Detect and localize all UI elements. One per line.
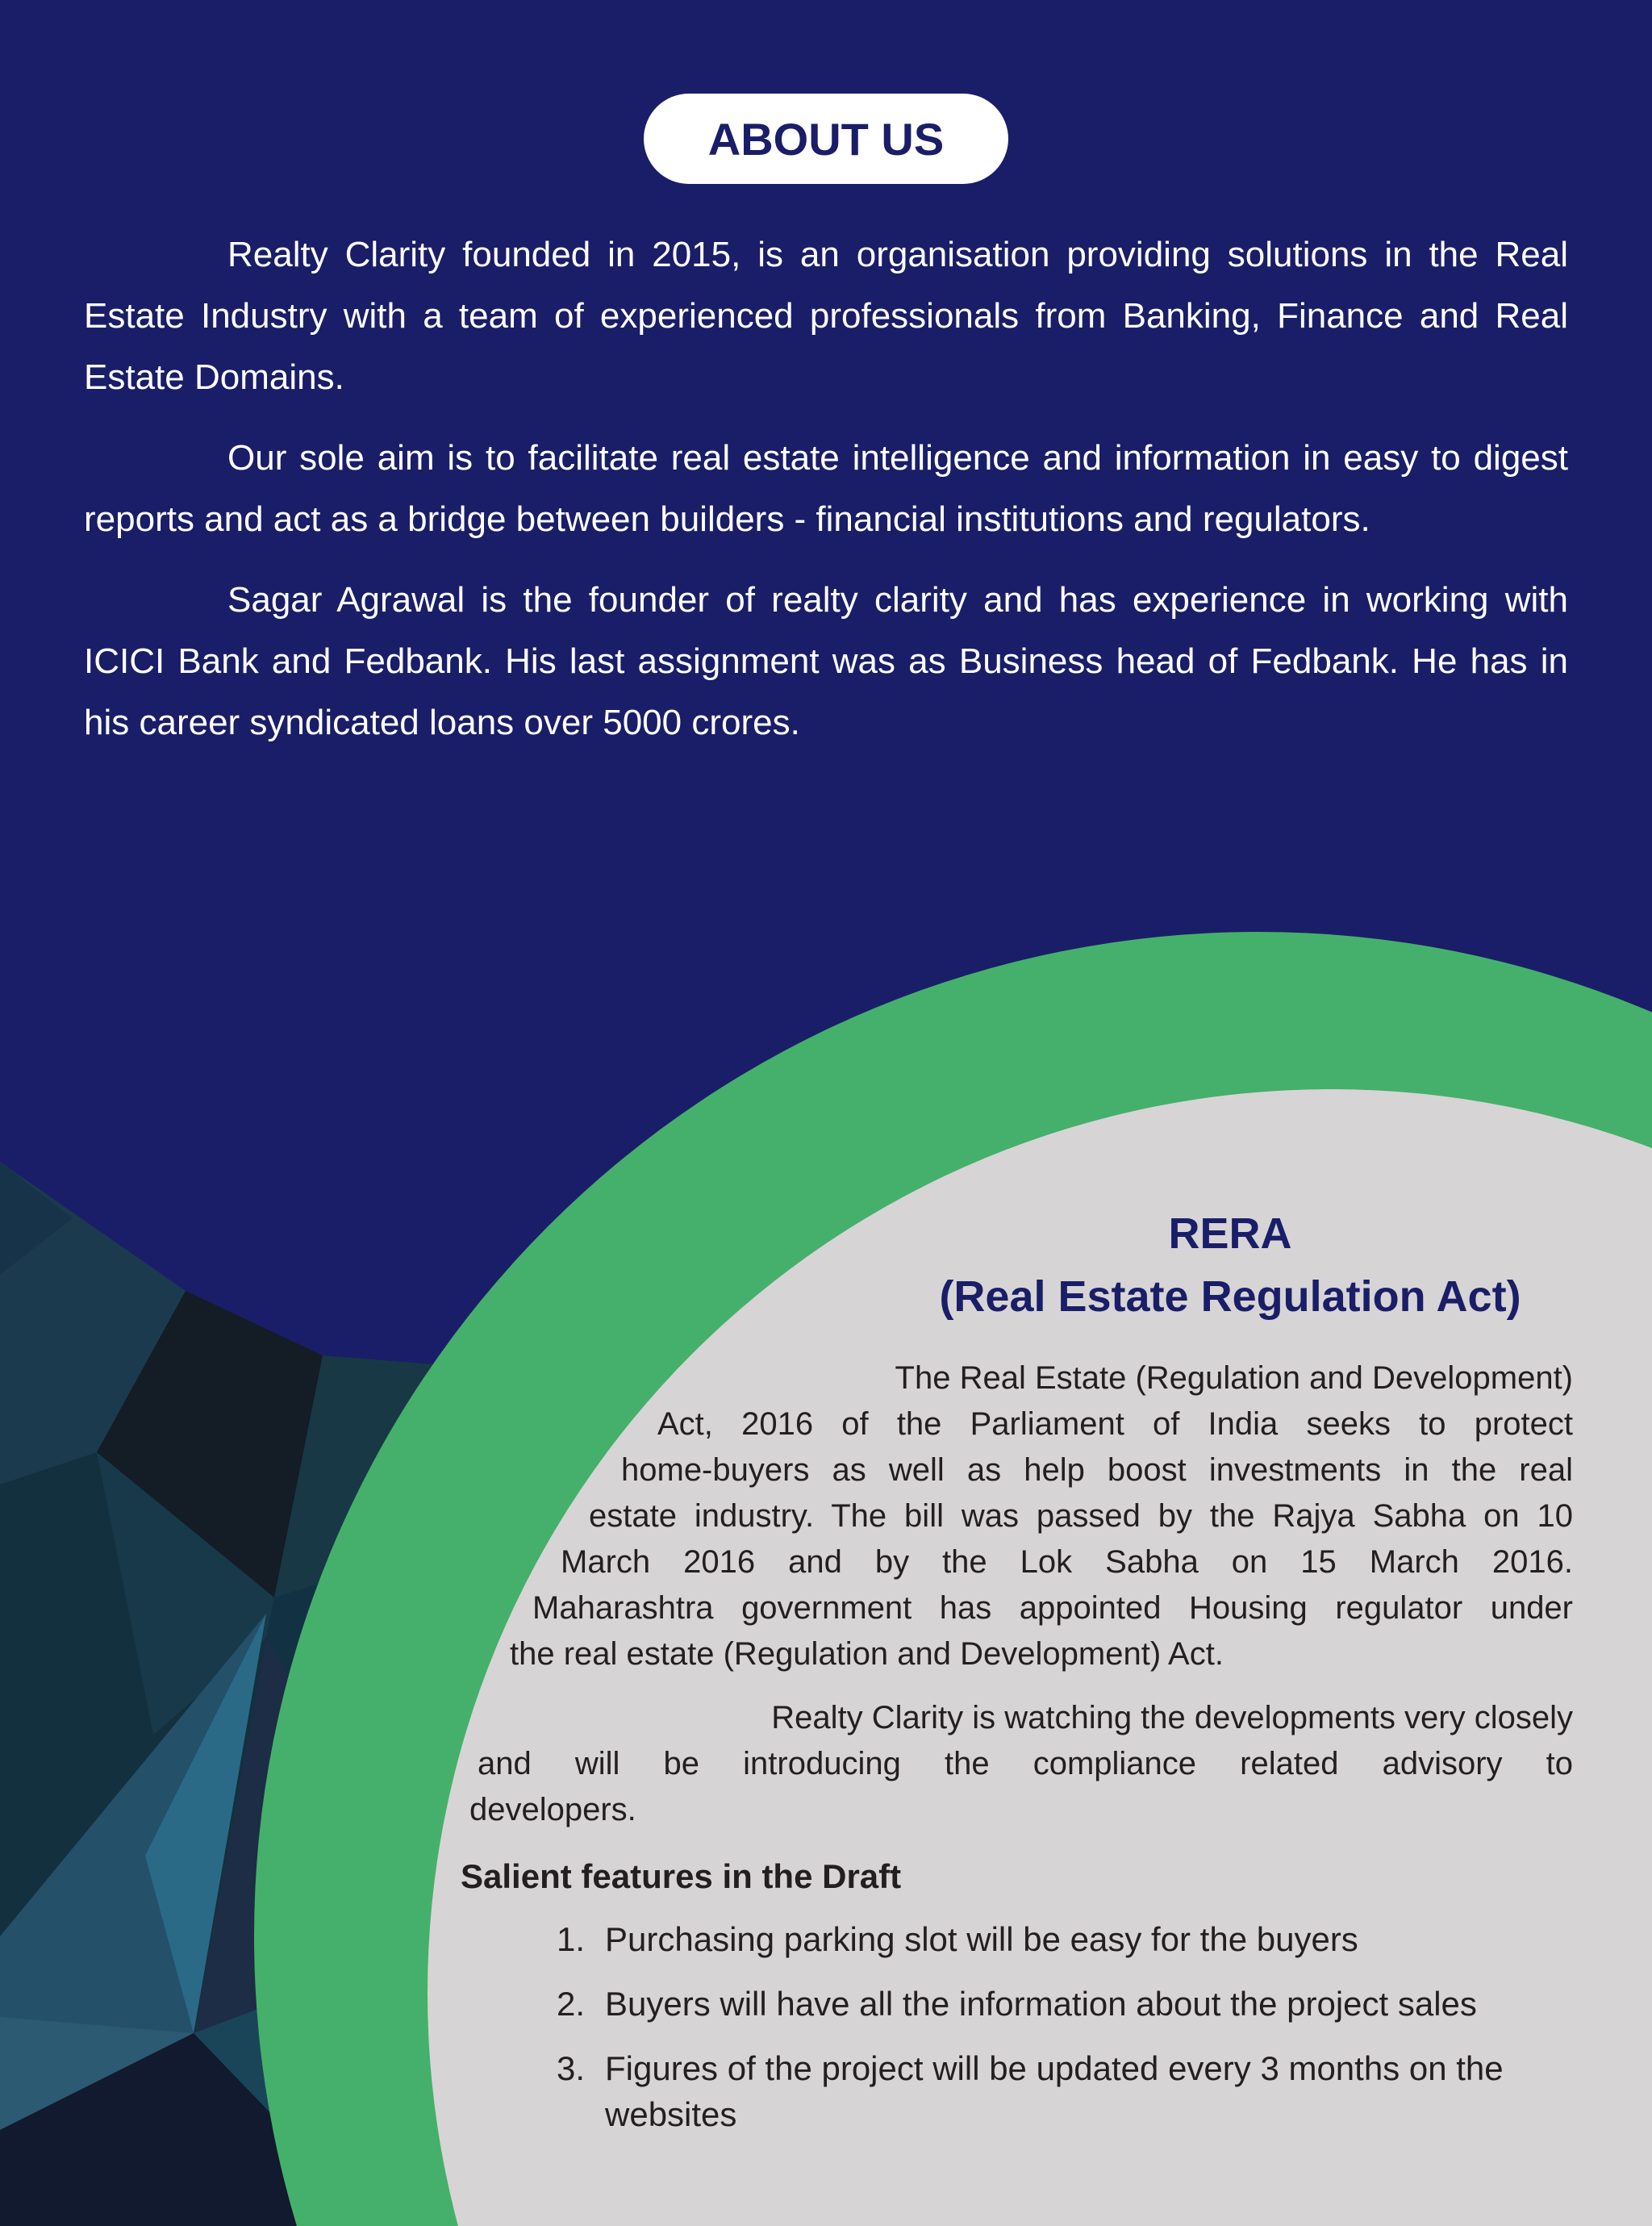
rera-text-line: Maharashtra government has appointed Housing regulator under: [532, 1590, 1573, 1626]
features-heading: Salient features in the Draft: [461, 1857, 902, 1895]
rera-text-line: and will be introducing the compliance related advisory to: [478, 1746, 1573, 1781]
rera-title: [807, 1202, 1652, 1328]
about-paragraph: Sagar Agrawal is the founder of realty clarity and has experience in working with ICICI Bank and Fedbank. His last assignment was as Business head of Fedbank. He has in his career syndicated loans over 5000 crores.: [84, 580, 1568, 742]
list-number: 3.: [557, 2049, 586, 2087]
rera-title-line1: RERA: [1168, 1209, 1292, 1258]
list-text: Figures of the project will be updated every 3 months on the websites: [605, 2049, 1504, 2133]
list-item: [557, 1981, 1573, 2027]
list-text: Buyers will have all the information about the project sales: [605, 1985, 1477, 2023]
rera-text-line: home-buyers as well as help boost investments in the real: [621, 1452, 1573, 1488]
rera-text-line: Realty Clarity is watching the developments very closely: [771, 1700, 1573, 1735]
rera-text-line: the real estate (Regulation and Development) Act.: [510, 1636, 1224, 1672]
about-paragraph: Realty Clarity founded in 2015, is an organisation providing solutions in the Real Estate Industry with a team of experienced professionals from Banking, Finance and Real Estate Domains.: [84, 235, 1568, 397]
features-list: [557, 1916, 1573, 2156]
rera-text-line: developers.: [469, 1792, 636, 1827]
rera-text-line: Act, 2016 of the Parliament of India seeks to protect: [657, 1406, 1573, 1442]
about-us-heading: ABOUT US: [707, 113, 945, 165]
rera-text-line: The Real Estate (Regulation and Development): [895, 1360, 1573, 1396]
list-text: Purchasing parking slot will be easy for the buyers: [605, 1920, 1358, 1958]
rera-text-line: estate industry. The bill was passed by the Rajya Sabha on 10: [589, 1498, 1573, 1534]
about-paragraph: Our sole aim is to facilitate real estate intelligence and information in easy to digest reports and act as a bridge between builders - financial institutions and regulators.: [84, 438, 1568, 539]
rera-description: [452, 1355, 1573, 1833]
about-us-badge: [644, 94, 1008, 184]
rera-text-line: March 2016 and by the Lok Sabha on 15 March 2016.: [561, 1544, 1573, 1580]
list-item: [557, 2045, 1573, 2137]
list-number: 2.: [557, 1985, 586, 2023]
list-item: [557, 1916, 1573, 1962]
rera-title-line2: (Real Estate Regulation Act): [939, 1272, 1521, 1321]
about-us-body: [84, 224, 1568, 773]
list-number: 1.: [557, 1920, 586, 1958]
